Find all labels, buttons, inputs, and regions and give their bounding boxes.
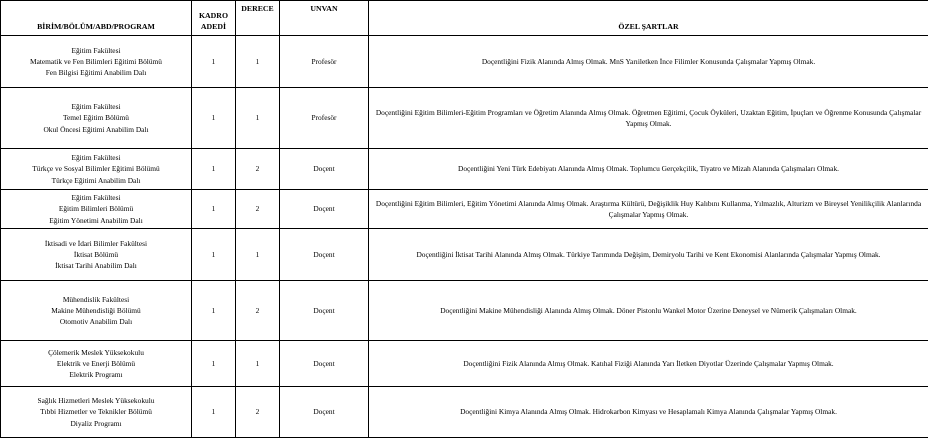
unvan-cell: Doçent xyxy=(280,229,369,281)
department-name: Matematik ve Fen Bilimleri Eğitimi Bölümü xyxy=(30,56,162,66)
faculty-name: Eğitim Fakültesi xyxy=(71,193,121,203)
derece-cell: 2 xyxy=(236,190,280,229)
derece-cell: 1 xyxy=(236,341,280,387)
department-name: Temel Eğitim Bölümü xyxy=(63,113,129,123)
program-name: Elektrik Programı xyxy=(69,370,123,380)
header-derece: DERECE xyxy=(236,1,280,36)
unvan-cell: Doçent xyxy=(280,387,369,438)
unvan-cell: Profesör xyxy=(280,88,369,149)
sartlar-cell: Doçentliğini Fizik Alanında Almış Olmak. MnS Yarıiletken İnce Filimler Konusunda Çalışmalar Yapmış Olmak. xyxy=(369,36,928,88)
program-name: Otomotiv Anabilim Dalı xyxy=(59,317,133,327)
kadro-cell: 1 xyxy=(192,387,236,438)
faculty-name: İktisadi ve İdari Bilimler Fakültesi xyxy=(44,238,148,248)
derece-cell: 2 xyxy=(236,281,280,341)
unit-cell xyxy=(1,36,192,88)
kadro-cell: 1 xyxy=(192,88,236,149)
unit-cell xyxy=(1,88,192,149)
department-name: İktisat Bölümü xyxy=(73,249,119,259)
unvan-cell: Doçent xyxy=(280,149,369,190)
sartlar-cell: Doçentliğini Makine Mühendisliği Alanında Almış Olmak. Döner Pistonlu Wankel Motor Üzerine Deneysel ve Nümerik Çalışmaları Olmak. xyxy=(369,281,928,341)
unvan-cell: Doçent xyxy=(280,190,369,229)
program-name: Türkçe Eğitimi Anabilim Dalı xyxy=(51,175,141,185)
kadro-cell: 1 xyxy=(192,36,236,88)
table-row xyxy=(1,229,928,281)
program-name: Eğitim Yönetimi Anabilim Dalı xyxy=(49,215,143,225)
header-unit: BİRİM/BÖLÜM/ABD/PROGRAM xyxy=(1,1,192,36)
sartlar-cell: Doçentliğini İktisat Tarihi Alanında Almış Olmak. Türkiye Tarımında Değişim, Demiryolu Tarihi ve Kent Ekonomisi Alanlarında Çalışmalar Yapmış Olmak. xyxy=(369,229,928,281)
faculty-name: Sağlık Hizmetleri Meslek Yüksekokulu xyxy=(37,396,155,406)
derece-cell: 2 xyxy=(236,149,280,190)
sartlar-cell: Doçentliğini Kimya Alanında Almış Olmak. Hidrokarbon Kimyası ve Hesaplamalı Kimya Alanında Çalışmalar Yapmış Olmak. xyxy=(369,387,928,438)
table-row xyxy=(1,149,928,190)
department-name: Eğitim Bilimleri Bölümü xyxy=(58,204,134,214)
table-row xyxy=(1,341,928,387)
derece-cell: 1 xyxy=(236,229,280,281)
faculty-name: Mühendislik Fakültesi xyxy=(62,294,130,304)
sartlar-cell: Doçentliğini Yeni Türk Edebiyatı Alanında Almış Olmak. Toplumcu Gerçekçilik, Tiyatro ve Mizah Alanında Çalışmaları Olmak. xyxy=(369,149,928,190)
kadro-cell: 1 xyxy=(192,341,236,387)
table-row xyxy=(1,387,928,438)
department-name: Makine Mühendisliği Bölümü xyxy=(51,305,141,315)
unit-cell xyxy=(1,341,192,387)
program-name: İktisat Tarihi Anabilim Dalı xyxy=(55,261,137,271)
faculty-name: Eğitim Fakültesi xyxy=(71,45,121,55)
header-row xyxy=(1,1,928,36)
unit-cell xyxy=(1,229,192,281)
sartlar-cell: Doçentliğini Eğitim Bilimleri-Eğitim Programları ve Öğretim Alanında Almış Olmak. Öğretmen Eğitimi, Çocuk Öyküleri, Uzaktan Eğitim, İpuçları ve Öğrenme Konusunda Çalışmalar Yapmış Olmak. xyxy=(369,88,928,149)
kadro-cell: 1 xyxy=(192,229,236,281)
unit-cell xyxy=(1,281,192,341)
derece-cell: 1 xyxy=(236,88,280,149)
program-name: Okul Öncesi Eğitimi Anabilim Dalı xyxy=(43,124,149,134)
table-row xyxy=(1,190,928,229)
unit-cell xyxy=(1,387,192,438)
derece-cell: 2 xyxy=(236,387,280,438)
sartlar-cell: Doçentliğini Fizik Alanında Almış Olmak. Katıhal Fiziği Alanında Yarı İletken Diyotlar Üzerinde Çalışmalar Yapmış Olmak. xyxy=(369,341,928,387)
table-row xyxy=(1,36,928,88)
derece-cell: 1 xyxy=(236,36,280,88)
unvan-cell: Doçent xyxy=(280,281,369,341)
department-name: Elektrik ve Enerji Bölümü xyxy=(56,358,136,368)
unit-cell xyxy=(1,190,192,229)
program-name: Fen Bilgisi Eğitimi Anabilim Dalı xyxy=(45,68,147,78)
faculty-name: Çölemerik Meslek Yüksekokulu xyxy=(48,347,144,357)
department-name: Tıbbi Hizmetler ve Teknikler Bölümü xyxy=(40,407,152,417)
sartlar-cell: Doçentliğini Eğitim Bilimleri, Eğitim Yönetimi Alanında Almış Olmak. Araştırma Kültürü, Değişiklik Huy Kalıbını Kullanma, Yılmazlık, Alturizm ve Bireysel Yenilikçilik Alanlarında Çalışmalar Yapmış Olmak. xyxy=(369,190,928,229)
header-kadro: KADRO ADEDİ xyxy=(192,1,236,36)
table-row xyxy=(1,281,928,341)
program-name: Diyaliz Programı xyxy=(70,418,122,428)
kadro-cell: 1 xyxy=(192,149,236,190)
faculty-name: Eğitim Fakültesi xyxy=(71,153,121,163)
table-row xyxy=(1,88,928,149)
department-name: Türkçe ve Sosyal Bilimler Eğitimi Bölümü xyxy=(32,164,160,174)
unvan-cell: Doçent xyxy=(280,341,369,387)
unvan-cell: Profesör xyxy=(280,36,369,88)
kadro-cell: 1 xyxy=(192,190,236,229)
kadro-cell: 1 xyxy=(192,281,236,341)
faculty-name: Eğitim Fakültesi xyxy=(71,102,121,112)
header-unvan: UNVAN xyxy=(280,1,369,36)
unit-cell xyxy=(1,149,192,190)
header-sartlar: ÖZEL ŞARTLAR xyxy=(369,1,928,36)
